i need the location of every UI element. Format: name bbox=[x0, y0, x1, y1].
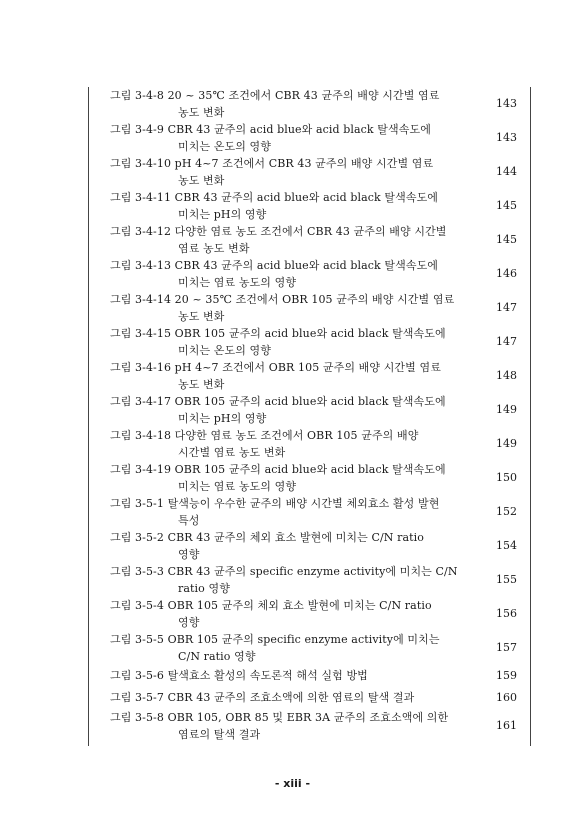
entry-title-line1: 그림 3-4-19 OBR 105 균주의 acid blue와 acid black 탈색속도에 bbox=[110, 463, 446, 476]
toc-entry[interactable] bbox=[110, 189, 531, 223]
entry-page-number: 154 bbox=[496, 539, 517, 552]
toc-entry[interactable] bbox=[110, 325, 531, 359]
toc-frame bbox=[88, 87, 531, 746]
entry-page-number: 145 bbox=[496, 233, 517, 246]
entry-title-line1: 그림 3-5-6 탈색효소 활성의 속도론적 해석 실험 방법 bbox=[110, 669, 368, 682]
entry-title-line2: 미치는 염료 농도의 영향 bbox=[178, 276, 297, 289]
entry-page-number: 148 bbox=[496, 369, 517, 382]
entry-title-line1: 그림 3-5-4 OBR 105 균주의 체외 효소 발현에 미치는 C/N ratio bbox=[110, 599, 432, 612]
entry-title-line1: 그림 3-4-18 다양한 염료 농도 조건에서 OBR 105 균주의 배양 bbox=[110, 429, 419, 442]
entry-page-number: 147 bbox=[496, 301, 517, 314]
toc-entry[interactable] bbox=[110, 529, 531, 563]
entry-page-number: 155 bbox=[496, 573, 517, 586]
toc-entry[interactable] bbox=[110, 495, 531, 529]
toc-entry[interactable] bbox=[110, 665, 531, 687]
toc-entry[interactable] bbox=[110, 461, 531, 495]
entry-title-line2: 영향 bbox=[178, 548, 200, 561]
entry-page-number: 145 bbox=[496, 199, 517, 212]
toc-entry[interactable] bbox=[110, 121, 531, 155]
entry-page-number: 150 bbox=[496, 471, 517, 484]
entry-page-number: 146 bbox=[496, 267, 517, 280]
entry-title-line2: 염료 농도 변화 bbox=[178, 242, 250, 255]
entry-title-line2: C/N ratio 영향 bbox=[178, 650, 256, 663]
entry-page-number: 152 bbox=[496, 505, 517, 518]
entry-title-line1: 그림 3-5-1 탈색능이 우수한 균주의 배양 시간별 체외효소 활성 발현 bbox=[110, 497, 440, 510]
entry-page-number: 144 bbox=[496, 165, 517, 178]
toc-entry[interactable] bbox=[110, 393, 531, 427]
entry-title-line1: 그림 3-5-2 CBR 43 균주의 체외 효소 발현에 미치는 C/N ratio bbox=[110, 531, 424, 544]
entry-page-number: 161 bbox=[496, 719, 517, 732]
entry-title-line2: 미치는 pH의 영향 bbox=[178, 208, 267, 221]
entry-title-line2: 시간별 염료 농도 변화 bbox=[178, 446, 286, 459]
figure-list bbox=[110, 87, 531, 743]
entry-title-line2: 미치는 염료 농도의 영향 bbox=[178, 480, 297, 493]
entry-title-line1: 그림 3-4-14 20 ~ 35℃ 조건에서 OBR 105 균주의 배양 시간별 염료 bbox=[110, 293, 455, 306]
entry-page-number: 160 bbox=[496, 691, 517, 704]
toc-entry[interactable] bbox=[110, 563, 531, 597]
entry-title-line1: 그림 3-4-10 pH 4~7 조건에서 CBR 43 균주의 배양 시간별 염료 bbox=[110, 157, 434, 170]
entry-title-line2: ratio 영향 bbox=[178, 582, 230, 595]
entry-title-line2: 농도 변화 bbox=[178, 310, 225, 323]
entry-title-line2: 농도 변화 bbox=[178, 106, 225, 119]
toc-entry[interactable] bbox=[110, 359, 531, 393]
left-border-rule bbox=[88, 87, 89, 746]
entry-page-number: 149 bbox=[496, 403, 517, 416]
toc-entry[interactable] bbox=[110, 687, 531, 709]
toc-entry[interactable] bbox=[110, 223, 531, 257]
entry-title-line1: 그림 3-5-3 CBR 43 균주의 specific enzyme activity에 미치는 C/N bbox=[110, 565, 458, 578]
toc-entry[interactable] bbox=[110, 257, 531, 291]
entry-title-line2: 미치는 온도의 영향 bbox=[178, 140, 272, 153]
toc-entry[interactable] bbox=[110, 709, 531, 743]
entry-title-line1: 그림 3-5-7 CBR 43 균주의 조효소액에 의한 염료의 탈색 결과 bbox=[110, 691, 415, 704]
entry-page-number: 157 bbox=[496, 641, 517, 654]
toc-entry[interactable] bbox=[110, 155, 531, 189]
entry-title-line1: 그림 3-4-9 CBR 43 균주의 acid blue와 acid black 탈색속도에 bbox=[110, 123, 431, 136]
entry-title-line1: 그림 3-4-17 OBR 105 균주의 acid blue와 acid black 탈색속도에 bbox=[110, 395, 446, 408]
entry-title-line1: 그림 3-4-13 CBR 43 균주의 acid blue와 acid black 탈색속도에 bbox=[110, 259, 439, 272]
toc-entry[interactable] bbox=[110, 427, 531, 461]
entry-title-line1: 그림 3-5-8 OBR 105, OBR 85 및 EBR 3A 균주의 조효소액에 의한 bbox=[110, 711, 449, 724]
toc-entry[interactable] bbox=[110, 87, 531, 121]
entry-title-line1: 그림 3-4-8 20 ~ 35℃ 조건에서 CBR 43 균주의 배양 시간별 염료 bbox=[110, 89, 440, 102]
toc-entry[interactable] bbox=[110, 631, 531, 665]
entry-title-line2: 미치는 온도의 영향 bbox=[178, 344, 272, 357]
entry-title-line1: 그림 3-5-5 OBR 105 균주의 specific enzyme activity에 미치는 bbox=[110, 633, 440, 646]
entry-title-line2: 농도 변화 bbox=[178, 378, 225, 391]
entry-title-line2: 특성 bbox=[178, 514, 200, 527]
toc-entry[interactable] bbox=[110, 597, 531, 631]
entry-title-line1: 그림 3-4-12 다양한 염료 농도 조건에서 CBR 43 균주의 배양 시간별 bbox=[110, 225, 447, 238]
entry-page-number: 143 bbox=[496, 97, 517, 110]
entry-page-number: 159 bbox=[496, 669, 517, 682]
entry-page-number: 147 bbox=[496, 335, 517, 348]
entry-title-line2: 염료의 탈색 결과 bbox=[178, 728, 261, 741]
entry-page-number: 149 bbox=[496, 437, 517, 450]
entry-page-number: 156 bbox=[496, 607, 517, 620]
page-number-footer: - xiii - bbox=[274, 777, 311, 790]
entry-title-line1: 그림 3-4-15 OBR 105 균주의 acid blue와 acid black 탈색속도에 bbox=[110, 327, 446, 340]
entry-title-line1: 그림 3-4-16 pH 4~7 조건에서 OBR 105 균주의 배양 시간별 염료 bbox=[110, 361, 441, 374]
entry-title-line2: 미치는 pH의 영향 bbox=[178, 412, 267, 425]
entry-page-number: 143 bbox=[496, 131, 517, 144]
entry-title-line1: 그림 3-4-11 CBR 43 균주의 acid blue와 acid black 탈색속도에 bbox=[110, 191, 439, 204]
entry-title-line2: 영향 bbox=[178, 616, 200, 629]
entry-title-line2: 농도 변화 bbox=[178, 174, 225, 187]
toc-entry[interactable] bbox=[110, 291, 531, 325]
